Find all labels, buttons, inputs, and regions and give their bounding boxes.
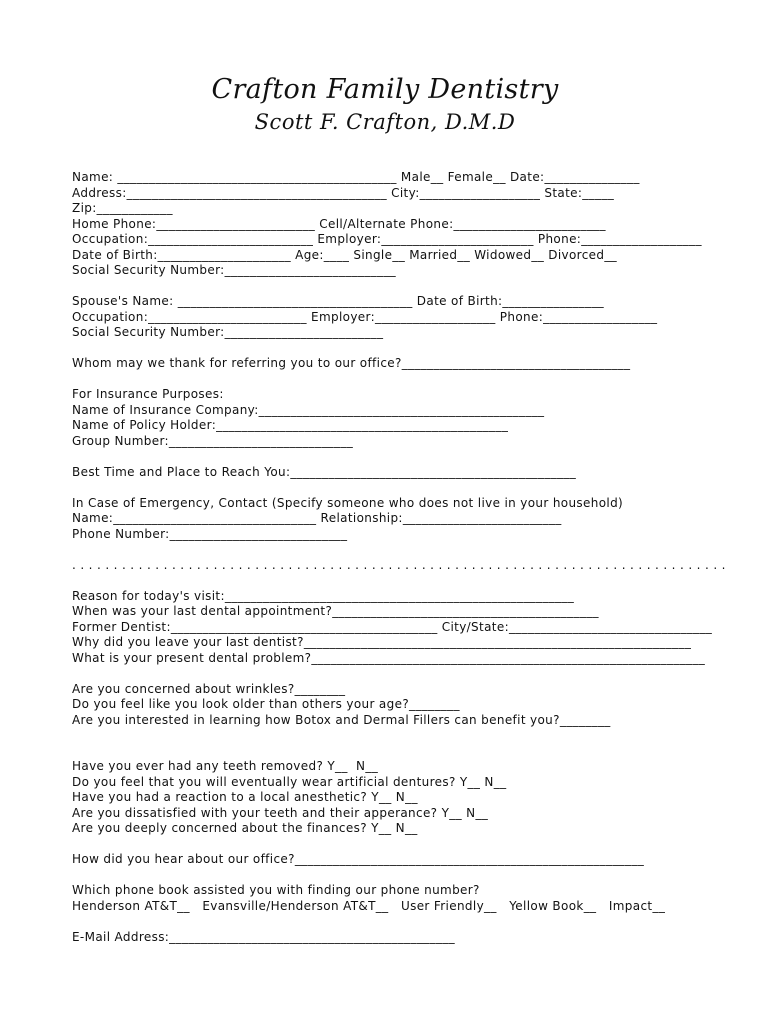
best-time-field[interactable]: Best Time and Place to Reach You:_____________________________________________ [72, 464, 577, 479]
teeth-removed-field[interactable]: Have you ever had any teeth removed? Y__ N__ [72, 759, 379, 773]
phonebook-question: Which phone book assisted you with finding our phone number? [72, 883, 480, 897]
practice-title: Crafton Family Dentistry [211, 74, 559, 105]
dissatisfied-field[interactable]: Are you dissatisfied with your teeth and their apperance? Y__ N__ [72, 805, 489, 820]
look-older-field[interactable]: Do you feel like you look older than others your age?________ [72, 697, 460, 711]
name-gender-date-field[interactable]: Name: ____________________________________________ Male__ Female__ Date:_______________ [72, 170, 640, 184]
patient-section [72, 170, 712, 279]
anesthetic-reaction-field[interactable]: Have you had a reaction to a local anesthetic? Y__ N__ [72, 790, 418, 804]
address-city-state-field[interactable]: Address:_________________________________________ City:___________________ State:_____ [72, 185, 615, 200]
insurance-heading: For Insurance Purposes: [72, 387, 224, 401]
group-number-field[interactable]: Group Number:_____________________________ [72, 433, 354, 448]
visit-reason-field[interactable]: Reason for today's visit:_______________________________________________________ [72, 588, 575, 603]
dentures-field[interactable]: Do you feel that you will eventually wear artificial dentures? Y__ N__ [72, 774, 507, 789]
phonebook-section [72, 883, 712, 914]
spouse-section [72, 294, 712, 341]
policy-holder-field[interactable]: Name of Policy Holder:______________________________________________ [72, 418, 509, 432]
referral-field[interactable]: Whom may we thank for referring you to our office?____________________________________ [72, 356, 631, 370]
how-heard-field[interactable]: How did you hear about our office?_______________________________________________________ [72, 852, 645, 866]
history-section [72, 759, 712, 837]
zip-field[interactable]: Zip:____________ [72, 201, 173, 215]
phone-fields[interactable]: Home Phone:_________________________ Cell/Alternate Phone:________________________ [72, 216, 606, 231]
occupation-employer-field[interactable]: Occupation:__________________________ Employer:________________________ Phone:___________________ [72, 232, 702, 246]
phonebook-options[interactable]: Henderson AT&T__ Evansville/Henderson AT&T__ User Friendly__ Yellow Book__ Impact__ [72, 898, 666, 913]
dotted-divider: . . . . . . . . . . . . . . . . . . . . . . . . . . . . . . . . . . . . . . . . . . . . . . . . . . . . . . . . . . . . . . . . . . . . . . . . . . . . . . . [72, 557, 726, 572]
wrinkles-field[interactable]: Are you concerned about wrinkles?________ [72, 681, 346, 696]
emergency-heading: In Case of Emergency, Contact (Specify someone who does not live in your household) [72, 495, 624, 510]
emergency-section [72, 496, 712, 543]
emergency-phone-field[interactable]: Phone Number:____________________________ [72, 526, 348, 541]
ssn-field[interactable]: Social Security Number:___________________________ [72, 263, 397, 277]
botox-field[interactable]: Are you interested in learning how Botox and Dermal Fillers can benefit you?________ [72, 712, 611, 727]
dental-section [72, 589, 712, 667]
dental-problem-field[interactable]: What is your present dental problem?______________________________________________________________ [72, 650, 706, 665]
leave-reason-field[interactable]: Why did you leave your last dentist?_____________________________________________________________ [72, 635, 692, 649]
spouse-occupation-field[interactable]: Occupation:_________________________ Employer:___________________ Phone:__________________ [72, 309, 658, 324]
finances-field[interactable]: Are you deeply concerned about the finances? Y__ N__ [72, 821, 418, 835]
emergency-name-relationship-field[interactable]: Name:________________________________ Relationship:_________________________ [72, 511, 562, 525]
last-appointment-field[interactable]: When was your last dental appointment?__________________________________________ [72, 604, 599, 618]
dentist-name: Scott F. Crafton, D.M.D [254, 110, 516, 134]
cosmetic-section [72, 682, 712, 729]
insurance-section [72, 387, 712, 449]
form-body [72, 170, 726, 945]
dob-age-marital-field[interactable]: Date of Birth:_____________________ Age:____ Single__ Married__ Widowed__ Divorced__ [72, 247, 618, 262]
former-dentist-field[interactable]: Former Dentist:__________________________________________ City/State:________________________________ [72, 619, 713, 634]
email-field[interactable]: E-Mail Address:_____________________________________________ [72, 929, 455, 944]
spouse-ssn-field[interactable]: Social Security Number:_________________________ [72, 325, 384, 339]
spouse-name-dob-field[interactable]: Spouse's Name: _____________________________________ Date of Birth:________________ [72, 294, 605, 308]
insurance-company-field[interactable]: Name of Insurance Company:_____________________________________________ [72, 402, 545, 417]
